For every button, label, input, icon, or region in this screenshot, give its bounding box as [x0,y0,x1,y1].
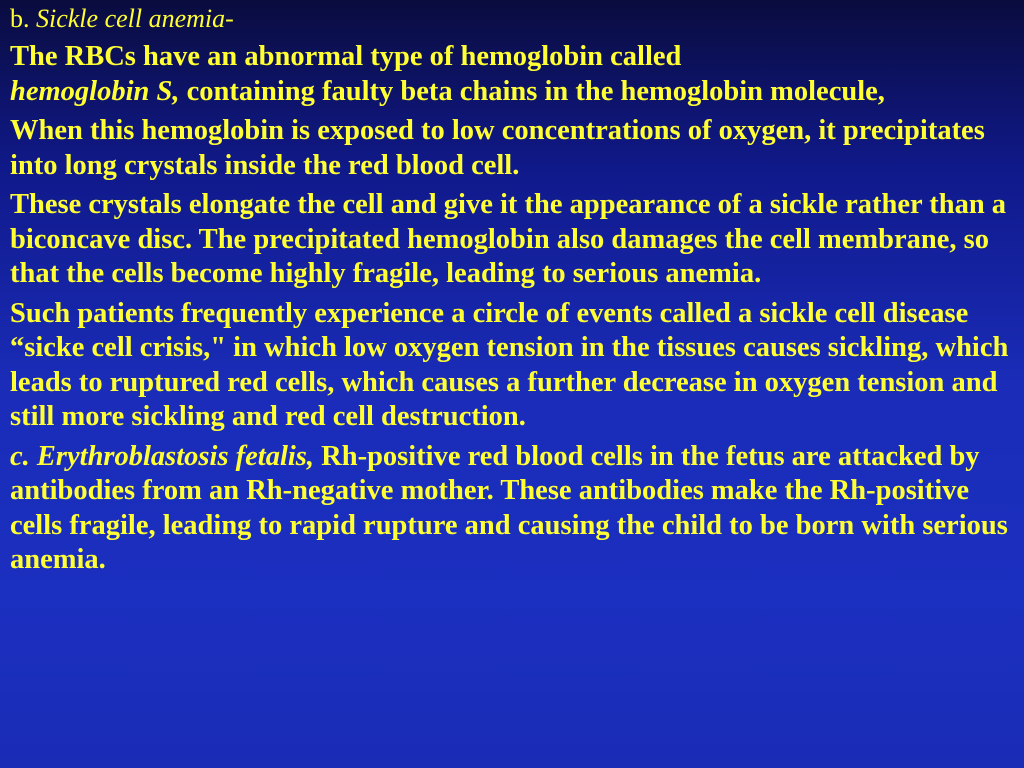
paragraph-sickle-shape: These crystals elongate the cell and give it the appearance of a sickle rather than a biconcave disc. The precipitated hemoglobin also damages the cell membrane, so that the cells become highly fragile, leading to serious anemia. [10,189,1007,289]
heading-prefix: b. [10,4,36,33]
section-heading [10,2,1014,36]
paragraph-rest: containing faulty beta chains in the hemoglobin molecule, [179,75,885,107]
paragraph-italic-term: c. Erythroblastosis fetalis, [10,440,315,472]
paragraph-erythroblastosis [10,440,1014,578]
paragraph-sickle-crisis: Such patients frequently experience a circle of events called a sickle cell disease “sicke cell crisis," in which low oxygen tension in the tissues causes sickling, which leads to ruptured red cells, which causes a further decrease in oxygen tension and still more sickling and red cell destruction. [10,297,1009,432]
paragraph-lead: The RBCs have an abnormal type of hemoglobin called [10,41,682,72]
paragraph-crystallization: When this hemoglobin is exposed to low concentrations of oxygen, it precipitates into long crystals inside the red blood cell. [10,115,985,181]
paragraph-italic-term: hemoglobin S, [10,75,180,107]
heading-title: Sickle cell anemia- [36,4,234,33]
slide-content [10,2,1014,583]
paragraph-rest: Rh-positive red blood cells in the fetus are attacked by antibodies from an Rh-negative mother. These antibodies make the Rh-positive cells fragile, leading to rapid rupture and causing the child to be born with serious anemia. [10,440,1008,575]
paragraph-hemoglobin-s [10,40,1014,109]
